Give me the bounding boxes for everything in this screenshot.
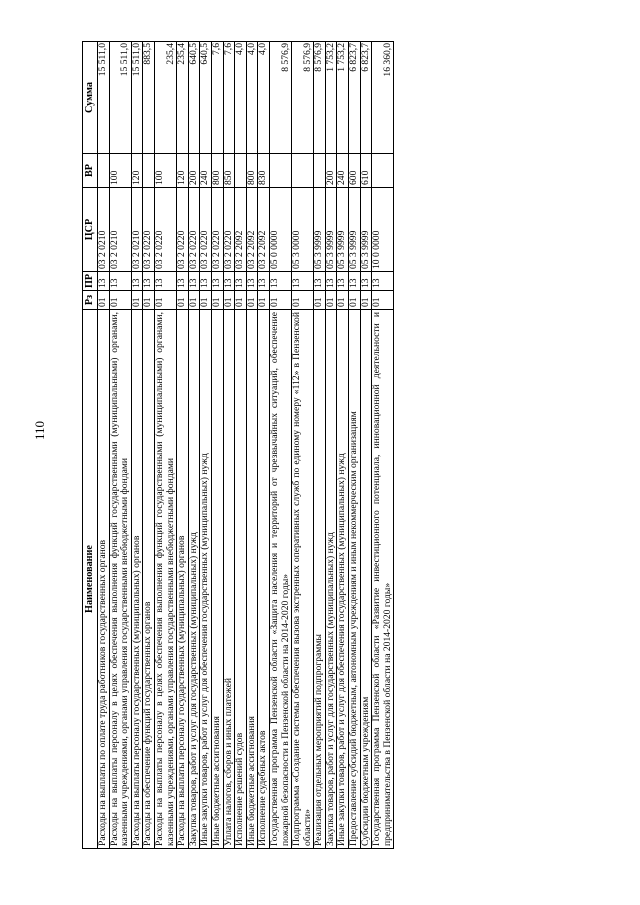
cell-pr: 13 [211, 272, 223, 291]
cell-sum: 640,5 [200, 42, 212, 154]
cell-pr: 13 [143, 272, 155, 291]
cell-name: Государственная программа Пензенской области «Защита населения и территорий от чрезвычайных ситуаций, обеспечение пожарной безопасности в Пензенской области на 2014-2020 годы» [269, 310, 291, 849]
cell-pr: 13 [269, 272, 291, 291]
cell-sum: 1 753,2 [337, 42, 349, 154]
cell-csr: 03 2 0220 [200, 188, 212, 272]
cell-name: Иные закупки товаров, работ и услуг для обеспечения государственных (муниципальных) нужд [200, 310, 212, 849]
cell-name: Расходы на обеспечение функций государственных органов [143, 310, 155, 849]
budget-table [82, 41, 394, 849]
cell-rz: 01 [325, 291, 337, 310]
cell-csr: 03 2 2092 [258, 188, 270, 272]
cell-vr: 610 [360, 154, 372, 188]
cell-pr: 13 [349, 272, 361, 291]
cell-csr: 03 2 0220 [211, 188, 223, 272]
cell-sum: 8 576,9 [314, 42, 326, 154]
cell-vr: 600 [349, 154, 361, 188]
cell-sum: 8 576,9 [269, 42, 291, 154]
table-row [98, 42, 110, 849]
cell-pr: 13 [109, 272, 131, 291]
table-row [223, 42, 235, 849]
table-row [325, 42, 337, 849]
cell-sum: 16 360,0 [372, 42, 394, 154]
cell-sum: 15 511,0 [109, 42, 131, 154]
table-row [235, 42, 247, 849]
cell-name: Расходы на выплаты персоналу государственных (муниципальных) органов [177, 310, 189, 849]
cell-vr: 240 [337, 154, 349, 188]
cell-csr: 03 2 0220 [154, 188, 176, 272]
table-body [98, 42, 394, 849]
table-row [246, 42, 258, 849]
cell-pr: 13 [177, 272, 189, 291]
cell-csr: 03 2 0210 [109, 188, 131, 272]
cell-vr: 240 [200, 154, 212, 188]
header-csr: ЦСР [83, 188, 98, 272]
cell-csr: 03 2 0220 [223, 188, 235, 272]
table-row [360, 42, 372, 849]
cell-rz: 01 [131, 291, 143, 310]
cell-pr: 13 [246, 272, 258, 291]
cell-csr: 03 2 0210 [131, 188, 143, 272]
cell-sum: 4,0 [258, 42, 270, 154]
header-pr: ПР [83, 272, 98, 291]
cell-pr: 13 [360, 272, 372, 291]
cell-name: Субсидии бюджетным учреждениям [360, 310, 372, 849]
cell-vr [235, 154, 247, 188]
cell-rz: 01 [314, 291, 326, 310]
cell-name: Предоставление субсидий бюджетным, автономным учреждениям и иным некоммерческим организациям [349, 310, 361, 849]
cell-rz: 01 [372, 291, 394, 310]
table-row [314, 42, 326, 849]
page-number: 110 [32, 420, 47, 440]
cell-pr: 13 [154, 272, 176, 291]
cell-rz: 01 [188, 291, 200, 310]
table-row [200, 42, 212, 849]
cell-sum: 15 511,0 [98, 42, 110, 154]
header-sum: Сумма [83, 42, 98, 154]
table-row [177, 42, 189, 849]
cell-csr: 05 3 9999 [360, 188, 372, 272]
cell-pr: 13 [314, 272, 326, 291]
cell-sum: 6 823,7 [360, 42, 372, 154]
cell-csr: 10 0 0000 [372, 188, 394, 272]
header-name: Наименование [83, 310, 98, 849]
cell-vr: 120 [131, 154, 143, 188]
cell-name: Исполнение решений судов [235, 310, 247, 849]
table-row [269, 42, 291, 849]
cell-vr [372, 154, 394, 188]
cell-name: Закупка товаров, работ и услуг для государственных (муниципальных) нужд [325, 310, 337, 849]
cell-pr: 13 [235, 272, 247, 291]
table-header-row [83, 42, 98, 849]
cell-csr: 03 2 0220 [188, 188, 200, 272]
cell-vr: 100 [109, 154, 131, 188]
cell-csr: 05 3 9999 [349, 188, 361, 272]
cell-sum: 8 576,9 [292, 42, 314, 154]
cell-pr: 13 [131, 272, 143, 291]
cell-csr: 03 2 2092 [235, 188, 247, 272]
cell-rz: 01 [223, 291, 235, 310]
cell-sum: 235,4 [177, 42, 189, 154]
cell-vr [143, 154, 155, 188]
cell-vr: 800 [246, 154, 258, 188]
cell-rz: 01 [246, 291, 258, 310]
cell-vr [269, 154, 291, 188]
table-row [292, 42, 314, 849]
table-row [372, 42, 394, 849]
cell-name: Закупка товаров, работ и услуг для государственных (муниципальных) нужд [188, 310, 200, 849]
cell-sum: 4,0 [235, 42, 247, 154]
cell-pr: 13 [325, 272, 337, 291]
cell-vr: 830 [258, 154, 270, 188]
cell-csr: 05 3 0000 [292, 188, 314, 272]
table-row [258, 42, 270, 849]
cell-rz: 01 [349, 291, 361, 310]
cell-rz: 01 [269, 291, 291, 310]
cell-sum: 4,0 [246, 42, 258, 154]
cell-csr: 05 3 9999 [337, 188, 349, 272]
table-row [349, 42, 361, 849]
cell-pr: 13 [200, 272, 212, 291]
cell-vr: 200 [325, 154, 337, 188]
cell-rz: 01 [143, 291, 155, 310]
cell-pr: 13 [223, 272, 235, 291]
cell-name: Расходы на выплаты персоналу в целях обеспечения выполнения функций государственными (муниципальными) органами, казенными учреждениями, органами управления государственными внебюджетными фондами [154, 310, 176, 849]
cell-csr: 03 2 0210 [98, 188, 110, 272]
table-row [109, 42, 131, 849]
cell-name: Исполнение судебных актов [258, 310, 270, 849]
table-row [211, 42, 223, 849]
header-rz: Рз [83, 291, 98, 310]
cell-rz: 01 [337, 291, 349, 310]
cell-name: Подпрограмма «Создание системы обеспечения вызова экстренных оперативных служб по единому номеру «112» в Пензенской области» [292, 310, 314, 849]
rotated-page-content [82, 42, 560, 849]
cell-rz: 01 [211, 291, 223, 310]
cell-vr: 120 [177, 154, 189, 188]
cell-sum: 15 511,0 [131, 42, 143, 154]
cell-pr: 13 [98, 272, 110, 291]
cell-rz: 01 [235, 291, 247, 310]
cell-rz: 01 [360, 291, 372, 310]
cell-rz: 01 [200, 291, 212, 310]
cell-sum: 1 753,2 [325, 42, 337, 154]
cell-vr: 100 [154, 154, 176, 188]
table-row [154, 42, 176, 849]
cell-csr: 05 0 0000 [269, 188, 291, 272]
cell-pr: 13 [337, 272, 349, 291]
cell-name: Расходы на выплаты по оплате труда работников государственных органов [98, 310, 110, 849]
cell-rz: 01 [177, 291, 189, 310]
cell-vr: 800 [211, 154, 223, 188]
cell-pr: 13 [188, 272, 200, 291]
cell-sum: 6 823,7 [349, 42, 361, 154]
cell-name: Расходы на выплаты персоналу в целях обеспечения выполнения функций государственными (муниципальными) органами, казенными учреждениями, органами управления государственными внебюджетными фондами [109, 310, 131, 849]
cell-name: Иные закупки товаров, работ и услуг для обеспечения государственных (муниципальных) нужд [337, 310, 349, 849]
table-row [143, 42, 155, 849]
cell-pr: 13 [258, 272, 270, 291]
cell-sum: 7,6 [223, 42, 235, 154]
table-row [131, 42, 143, 849]
cell-csr: 05 3 9999 [314, 188, 326, 272]
cell-sum: 7,6 [211, 42, 223, 154]
header-vr: ВР [83, 154, 98, 188]
cell-name: Иные бюджетные ассигнования [246, 310, 258, 849]
cell-name: Государственная программа Пензенской области «Развитие инвестиционного потенциала, инновационной деятельности и предпринимательства в Пензенской области на 2014-2020 годы» [372, 310, 394, 849]
cell-rz: 01 [109, 291, 131, 310]
cell-rz: 01 [292, 291, 314, 310]
cell-vr: 850 [223, 154, 235, 188]
cell-vr [292, 154, 314, 188]
cell-sum: 883,5 [143, 42, 155, 154]
cell-vr [314, 154, 326, 188]
cell-csr: 05 3 9999 [325, 188, 337, 272]
cell-pr: 13 [372, 272, 394, 291]
cell-sum: 235,4 [154, 42, 176, 154]
cell-csr: 03 2 0220 [143, 188, 155, 272]
table-row [188, 42, 200, 849]
cell-rz: 01 [258, 291, 270, 310]
cell-name: Реализация отдельных мероприятий подпрограммы [314, 310, 326, 849]
cell-vr [98, 154, 110, 188]
cell-rz: 01 [98, 291, 110, 310]
cell-name: Расходы на выплаты персоналу государственных (муниципальных) органов [131, 310, 143, 849]
cell-pr: 13 [292, 272, 314, 291]
cell-rz: 01 [154, 291, 176, 310]
cell-name: Уплата налогов, сборов и иных платежей [223, 310, 235, 849]
table-row [337, 42, 349, 849]
cell-csr: 03 2 0220 [177, 188, 189, 272]
cell-csr: 03 2 2092 [246, 188, 258, 272]
cell-vr: 200 [188, 154, 200, 188]
cell-name: Иные бюджетные ассигнования [211, 310, 223, 849]
cell-sum: 640,5 [188, 42, 200, 154]
